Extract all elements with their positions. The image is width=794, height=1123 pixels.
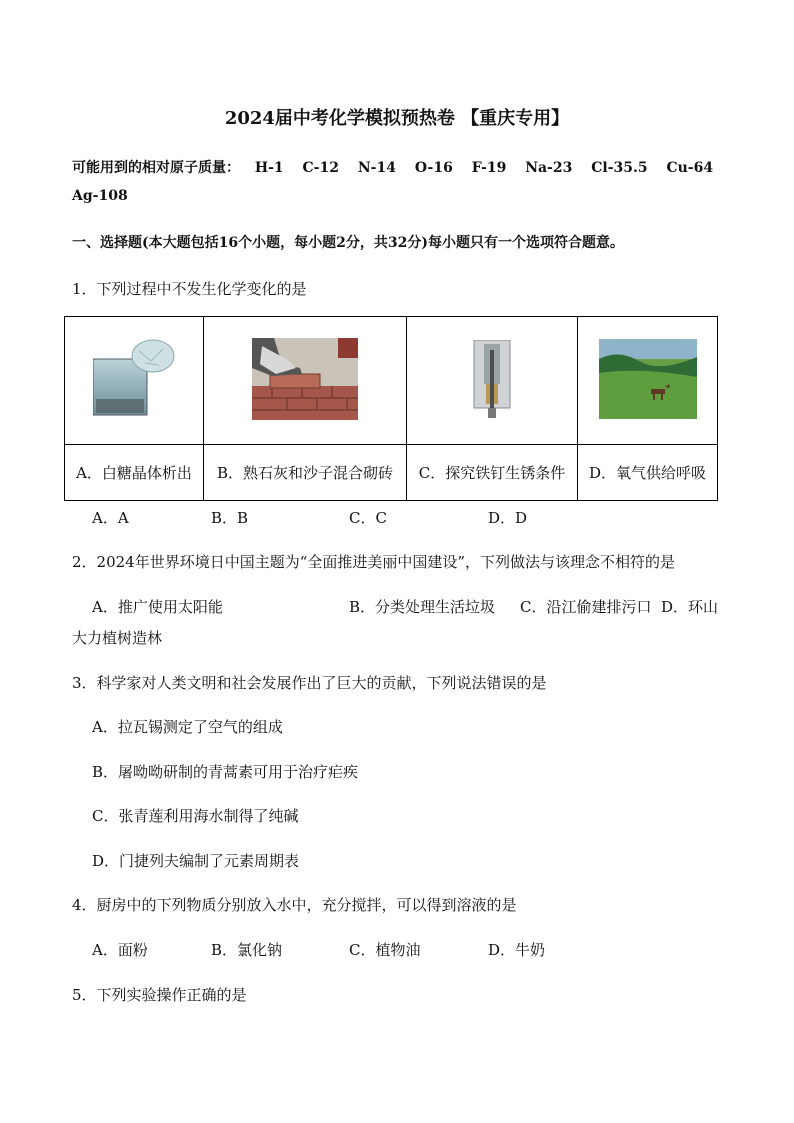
q2-option-d-wrap: 大力植树造林 [72,629,163,647]
atomic-mass-overflow: Ag-108 [72,188,128,204]
question-1-table [64,316,718,501]
option-label-a: A．白糖晶体析出 [65,445,204,501]
atomic-mass-line [72,157,727,177]
image-cell-a [65,317,204,445]
atomic-mass-item: Cl-35.5 [591,160,648,176]
q3-option-d: D．门捷列夫编制了元素周期表 [92,852,300,870]
page-title: 2024届中考化学模拟预热卷 【重庆专用】 [224,108,570,129]
option-label-d: D．氧气供给呼吸 [578,445,718,501]
brick-laying-icon [252,338,358,420]
atomic-mass-item: C-12 [302,160,339,176]
q1-option-c: C．C [349,509,387,527]
q1-option-a: A．A [92,509,129,527]
q2-option-c: C．沿江偷建排污口 [520,598,652,616]
sugar-crystal-icon [93,339,175,419]
q3-option-c: C．张青莲利用海水制得了纯碱 [92,807,299,825]
option-label-b: B．熟石灰和沙子混合砌砖 [204,445,407,501]
image-cell-c [407,317,578,445]
question-4-stem: 4．厨房中的下列物质分别放入水中，充分搅拌，可以得到溶液的是 [72,896,517,914]
q4-option-a: A．面粉 [92,941,148,959]
section-heading: 一、选择题(本大题包括16个小题，每小题2分，共32分)每小题只有一个选项符合题意。 [72,235,624,251]
atomic-mass-item: F-19 [471,160,507,176]
atomic-mass-item: Cu-64 [666,160,714,176]
iron-nail-icon [472,340,512,418]
image-cell-b [204,317,407,445]
atomic-mass-label: 可能用到的相对原子质量： [72,160,240,176]
q2-option-a: A．推广使用太阳能 [92,598,223,616]
q1-option-b: B．B [211,509,249,527]
grassland-horse-icon [599,339,697,419]
q4-option-c: C．植物油 [349,941,421,959]
q3-option-b: B．屠呦呦研制的青蒿素可用于治疗疟疾 [92,763,359,781]
q2-option-b: B．分类处理生活垃圾 [349,598,496,616]
q4-option-b: B．氯化钠 [211,941,283,959]
question-1-stem: 1．下列过程中不发生化学变化的是 [72,280,307,298]
atomic-mass-item: N-14 [357,160,396,176]
question-3-stem: 3．科学家对人类文明和社会发展作出了巨大的贡献，下列说法错误的是 [72,674,547,692]
q1-option-d: D．D [488,509,528,527]
question-5-stem: 5．下列实验操作正确的是 [72,986,247,1004]
question-2-stem: 2．2024年世界环境日中国主题为“全面推进美丽中国建设”，下列做法与该理念不相符的是 [72,553,676,571]
option-label-c: C．探究铁钉生锈条件 [407,445,578,501]
q4-option-d: D．牛奶 [488,941,546,959]
atomic-mass-item: Na-23 [525,160,573,176]
atomic-mass-item: H-1 [254,160,284,176]
q3-option-a: A．拉瓦锡测定了空气的组成 [92,718,283,736]
q2-option-d: D．环山 [661,598,719,616]
atomic-mass-item: O-16 [414,160,453,176]
image-cell-d [578,317,718,445]
